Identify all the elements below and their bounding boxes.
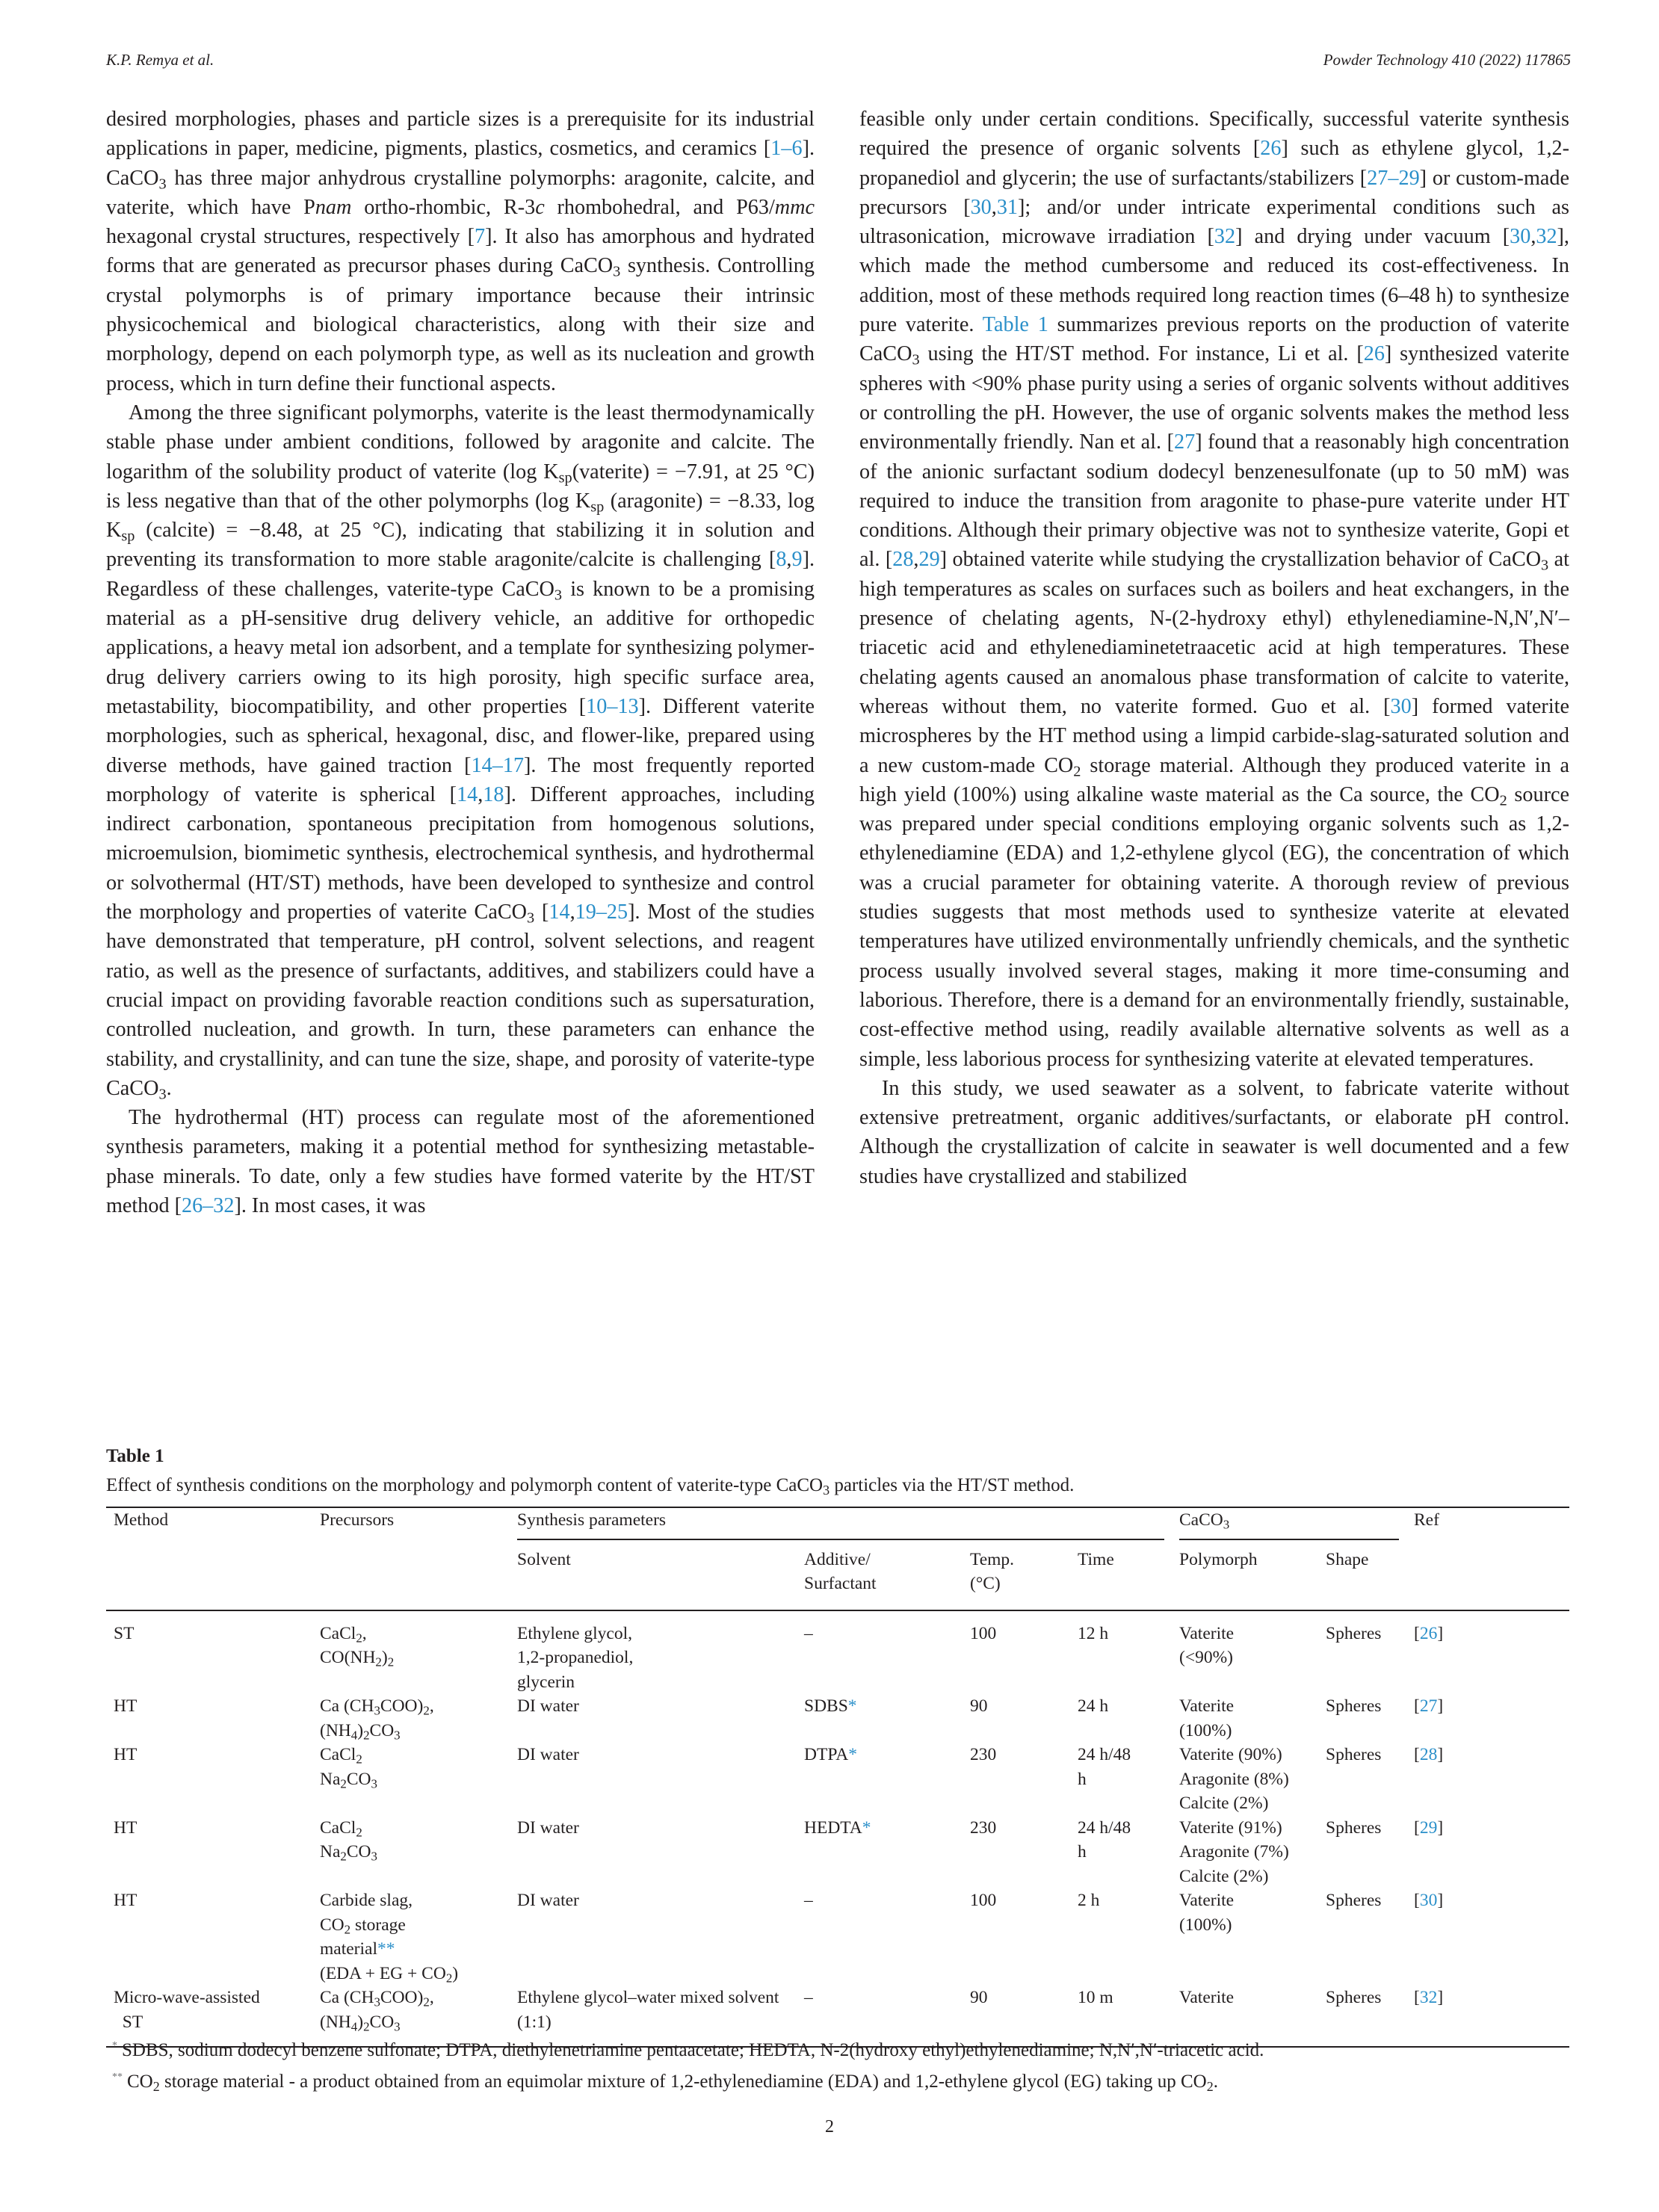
cell-method: HT	[114, 1891, 138, 1910]
italic-text: c	[535, 195, 545, 219]
subscript: 3	[554, 587, 563, 604]
cell-time: 24 h	[1078, 1696, 1109, 1716]
citation-link[interactable]: 8	[776, 548, 787, 572]
text: CaCO	[1179, 1510, 1223, 1530]
cell-shape: Spheres	[1326, 1696, 1382, 1716]
header-polymorph: Polymorph	[1179, 1549, 1258, 1569]
citation-link[interactable]: 14	[549, 900, 570, 924]
paragraph	[106, 398, 815, 1103]
cell-precursors: CaCl$_2$ $Na_2CO_3$	[320, 1817, 377, 1864]
header-additive	[797, 1540, 963, 1610]
subscript: 2	[152, 2079, 160, 2095]
citation-link[interactable]: 27	[1419, 1696, 1438, 1716]
table-row	[106, 1743, 1569, 1816]
text: particles via the HT/ST method.	[830, 1475, 1075, 1495]
footnote	[112, 2033, 1569, 2064]
text: Effect of synthesis conditions on the morphology and polymorph content of vaterite-type CaCO	[106, 1475, 824, 1495]
additive-text: SDBS	[804, 1696, 848, 1716]
header-precursors: Precursors	[320, 1510, 395, 1530]
citation-link[interactable]: 30	[970, 195, 992, 219]
cell-temp: 100	[970, 1623, 997, 1643]
text: (calcite) = −8.48, at 25 °C), indicating that stabilizing it in solution and preventing its transformation to more stable aragonite/calcite is challenging [	[106, 519, 815, 572]
additive-text: –	[804, 1623, 813, 1643]
subscript: sp	[121, 528, 135, 545]
running-head-authors: K.P. Remya et al.	[106, 51, 214, 69]
text: desired morphologies, phases and particle sizes is a prerequisite for its industrial applications in paper, medicine, pigments, plastics, cosmetics, and ceramics [	[106, 108, 815, 161]
citation-link[interactable]: 26	[1419, 1623, 1438, 1643]
citation-link[interactable]: 31	[996, 195, 1018, 219]
subscript: sp	[558, 469, 572, 486]
text: ]; and/or under intricate experimental conditions such as ultrasonication, microwave irradiation [	[859, 195, 1569, 249]
cell-solvent: Ethylene glycol, 1,2-propanediol, glycerin	[517, 1623, 634, 1692]
footnote-link[interactable]: *	[848, 1745, 857, 1764]
cell-method: HT	[114, 1817, 138, 1838]
table-label: Table 1	[106, 1446, 164, 1466]
text: ]. In most cases, it was	[234, 1193, 426, 1217]
citation-link[interactable]: 28	[1419, 1745, 1438, 1764]
citation-link[interactable]: 30	[1419, 1891, 1438, 1910]
data-table	[106, 1507, 1569, 2048]
header-empty	[1406, 1540, 1569, 1610]
header-empty	[312, 1540, 510, 1610]
text: (°C)	[970, 1574, 1001, 1593]
header-solvent: Solvent	[517, 1549, 571, 1569]
cell-temp: 100	[970, 1891, 997, 1910]
paragraph	[106, 1103, 815, 1220]
cell-precursors: Carbide slag, $CO_2$ storage material** (EDA + EG + $CO_2$)	[320, 1891, 459, 1986]
text: ] found that a reasonably high concentration of the anionic surfactant sodium dodecyl benzenesulfonate (up to 50 mM) was required to induce the transition from aragonite to phase-pure vaterite under HT conditions. Although their primary objective was not to synthesize vaterite, Gopi et al. [	[859, 430, 1569, 572]
text: synthesis. Controlling crystal polymorphs is of primary importance because their intrinsic physicochemical and biological characteristics, along with their size and morphology, depend on each polymorph type, as well as its nucleation and growth process, which in turn define their functional aspects.	[106, 254, 815, 395]
subscript: 3	[613, 264, 621, 281]
text: storage material. Although they produced vaterite in a high yield (100%) using alkaline waste material as the Ca source, the CO	[859, 753, 1569, 806]
footnote-marker: **	[112, 2072, 123, 2083]
cell-shape: Spheres	[1326, 1817, 1382, 1838]
text: has three major anhydrous crystalline polymorphs: aragonite, calcite, and vaterite, which have P	[106, 166, 815, 219]
additive-text: –	[804, 1988, 813, 2007]
citation-link[interactable]: 32	[1214, 225, 1236, 249]
table-row	[106, 1694, 1569, 1743]
text: Surfactant	[804, 1574, 877, 1593]
group-label	[1179, 1508, 1399, 1540]
text: ] synthesized vaterite spheres with <90% phase purity using a series of organic solvents without additives or controlling the pH. However, the use of organic solvents makes the method less environmentally friendly. Nan et al. [	[859, 342, 1570, 454]
footnote-link[interactable]: *	[847, 1696, 857, 1716]
additive-text: –	[804, 1891, 813, 1910]
cell-polymorph: Vaterite (100%)	[1179, 1891, 1235, 1935]
subscript: 2	[1499, 792, 1507, 809]
cell-additive	[797, 1888, 963, 1986]
text: ]. CaCO	[106, 137, 815, 190]
text: Among the three significant polymorphs, vaterite is the least thermodynamically stable phase under ambient conditions, followed by aragonite and calcite. The logarithm of the solubility product of vaterite (log K	[106, 401, 815, 484]
citation-link[interactable]: 1–6	[770, 137, 803, 161]
group-label: Synthesis parameters	[517, 1508, 1164, 1540]
citation-link[interactable]: 32	[1419, 1988, 1438, 2007]
text: Additive/	[804, 1549, 871, 1569]
citation-link[interactable]: 30	[1390, 694, 1412, 718]
cell-solvent: DI water	[517, 1696, 579, 1716]
citation-link[interactable]: 29	[918, 548, 940, 572]
citation-link[interactable]: 32	[1536, 225, 1557, 249]
table-1-link[interactable]: Table 1	[982, 313, 1048, 337]
table-row	[106, 1816, 1569, 1889]
subscript: 3	[158, 176, 167, 193]
citation-link[interactable]: 10–13	[586, 694, 639, 718]
header-temp	[963, 1540, 1070, 1610]
cell-solvent: DI water	[517, 1891, 579, 1910]
cell-shape: Spheres	[1326, 1988, 1382, 2007]
cell-time: 2 h	[1078, 1891, 1100, 1910]
cell-shape: Spheres	[1326, 1745, 1382, 1764]
cell-polymorph: Vaterite (90%) Aragonite (8%) Calcite (2%)	[1179, 1745, 1289, 1813]
cell-polymorph: Vaterite (100%)	[1179, 1696, 1235, 1740]
cell-time: 12 h	[1078, 1623, 1109, 1643]
text: ]. Different vaterite morphologies, such as spherical, hexagonal, disc, and flower-like, prepared using diverse methods, have gained traction [	[106, 694, 815, 777]
text: [	[534, 900, 549, 924]
citation-link[interactable]: 9	[791, 548, 803, 572]
subscript: sp	[590, 498, 605, 516]
text: CO	[127, 2072, 153, 2092]
subscript: 3	[1541, 557, 1549, 575]
table-footnotes	[112, 2033, 1569, 2095]
text: ,	[569, 900, 575, 924]
cell-additive	[797, 1743, 963, 1816]
text: ] or custom-made precursors [	[859, 166, 1569, 219]
cell-ref: [32]	[1414, 1988, 1444, 2007]
text: is known to be a promising material as a pH-sensitive drug delivery vehicle, an additive for orthopedic applications, a heavy metal ion adsorbent, and a template for synthesizing polymer-drug delivery carriers owing to its high porosity, high specific surface area, metastability, biocompatibility, and other properties [	[106, 577, 815, 718]
text: ] formed vaterite microspheres by the HT method using a limpid carbide-slag-saturated solution and a new custom-made CO	[859, 694, 1569, 777]
text: ]. It also has amorphous and hydrated forms that are generated as precursor phases during CaCO	[106, 225, 815, 278]
cell-temp: 230	[970, 1745, 997, 1764]
table-row	[106, 1888, 1569, 1986]
cell-shape: Spheres	[1326, 1891, 1382, 1910]
text: ] such as ethylene glycol, 1,2-propanediol and glycerin; the use of surfactants/stabilizers [	[859, 137, 1569, 190]
additive-text: DTPA	[804, 1745, 849, 1764]
cell-precursors: CaCl$_2$ $Na_2CO_3$	[320, 1745, 377, 1791]
footnote-marker: *	[112, 2040, 117, 2051]
text: (aragonite) = −8.33, log K	[106, 489, 815, 543]
cell-additive	[797, 1816, 963, 1889]
subscript: 2	[1073, 763, 1081, 780]
text: ,	[991, 195, 997, 219]
cell-additive	[797, 1610, 963, 1695]
citation-link[interactable]: 26	[1260, 137, 1282, 161]
citation-link[interactable]: 19–25	[575, 900, 628, 924]
table-1	[106, 1445, 1569, 2048]
running-head-journal: Powder Technology 410 (2022) 117865	[1323, 51, 1571, 69]
citation-link[interactable]: 7	[474, 225, 486, 249]
additive-text: HEDTA	[804, 1817, 862, 1838]
paragraph: In this study, we used seawater as a solvent, to fabricate vaterite without extensive pretreatment, organic additives/surfactants, or elaborate pH control. Although the crystallization of calcite in seawater is well documented and a few studies have crystallized and stabilized	[859, 1076, 1569, 1188]
header-method: Method	[114, 1510, 169, 1530]
cell-polymorph: Vaterite (<90%)	[1179, 1623, 1235, 1667]
citation-link[interactable]: 27–29	[1367, 166, 1420, 190]
cell-time: 24 h/48 h	[1078, 1817, 1131, 1862]
cell-solvent: DI water	[517, 1745, 579, 1764]
citation-link[interactable]: 26–32	[181, 1193, 235, 1217]
footnote-link[interactable]: *	[862, 1817, 871, 1838]
text: ]. The most frequently reported morphology of vaterite is spherical [	[106, 753, 815, 806]
cell-temp: 230	[970, 1817, 997, 1838]
text: rhombohedral, and P63/	[544, 195, 775, 219]
citation-link[interactable]: 14	[457, 782, 478, 806]
subscript: 3	[823, 1483, 830, 1498]
header-empty	[106, 1540, 312, 1610]
subscript: 3	[912, 352, 920, 369]
text: summarizes previous reports on the production of vaterite CaCO	[859, 313, 1570, 366]
text: ortho-rhombic, R-3	[351, 195, 536, 219]
cell-polymorph: Vaterite (91%) Aragonite (7%) Calcite (2%)	[1179, 1817, 1289, 1886]
page-number: 2	[825, 2117, 834, 2137]
text: SDBS, sodium dodecyl benzene sulfonate; DTPA, diethylenetriamine pentaacetate; HEDTA, N-2(hydroxy ethyl)ethylenediamine; N,N′,N′-triacetic acid.	[122, 2040, 1264, 2060]
cell-shape: Spheres	[1326, 1623, 1382, 1643]
citation-link[interactable]: 18	[483, 782, 504, 806]
citation-link[interactable]: 14–17	[471, 753, 525, 777]
header-shape: Shape	[1326, 1549, 1369, 1569]
header-time: Time	[1078, 1549, 1114, 1569]
italic-text: mmc	[774, 195, 815, 219]
paragraph	[859, 105, 1569, 1074]
cell-time: 10 m	[1078, 1988, 1113, 2007]
text: source was prepared under special conditions employing organic solvents such as 1,2-ethylenediamine (EDA) and 1,2-ethylene glycol (EG), the concentration of which was a crucial parameter for obtaining vaterite. A thorough review of previous studies suggests that most methods used to synthesize vaterite at elevated temperatures have utilized environmentally unfriendly chemicals, and the synthetic process usually involved several stages, making it more time-consuming and laborious. Therefore, there is a demand for an environmentally friendly, sustainable, cost-effective method using, readily available alternative solvents as well as a simple, less laborious process for synthesizing vaterite at elevated temperatures.	[859, 782, 1569, 1071]
citation-link[interactable]: 30	[1510, 225, 1531, 249]
cell-temp: 90	[970, 1696, 988, 1716]
cell-ref: [26]	[1414, 1623, 1444, 1643]
italic-text: nam	[315, 195, 352, 219]
table-row	[106, 1610, 1569, 1695]
cell-method: HT	[114, 1745, 138, 1764]
text: ] and drying under vacuum [	[1235, 225, 1510, 249]
left-column	[106, 105, 815, 1220]
header-ref: Ref	[1414, 1510, 1439, 1530]
text: ,	[478, 782, 484, 806]
cell-temp: 90	[970, 1988, 988, 2007]
cell-precursors: CaCl$_2$, $CO(NH_2)_2$	[320, 1623, 395, 1669]
cell-method: HT	[114, 1696, 138, 1716]
citation-link[interactable]: 28	[892, 548, 914, 572]
text: ]. Most of the studies have demonstrated that temperature, pH control, solvent selections, and reagent ratio, as well as the presence of surfactants, additives, and stabilizers could have a crucial impact on providing favorable reaction conditions such as supersaturation, controlled nucleation, and growth. In turn, these parameters can enhance the stability, and crystallinity, and can tune the size, shape, and porosity of vaterite-type CaCO	[106, 900, 815, 1100]
table-body	[106, 1610, 1569, 2048]
cell-ref: [29]	[1414, 1817, 1444, 1838]
citation-link[interactable]: 29	[1419, 1817, 1438, 1838]
cell-solvent: DI water	[517, 1817, 579, 1838]
text: storage material - a product obtained from an equimolar mixture of 1,2-ethylenediamine (EDA) and 1,2-ethylene glycol (EG) taking up CO	[159, 2072, 1207, 2092]
text: ,	[1530, 225, 1536, 249]
text: .	[1213, 2072, 1218, 2092]
cell-ref: [28]	[1414, 1745, 1444, 1764]
text: using the HT/ST method. For instance, Li et al. [	[919, 342, 1364, 366]
text: Temp.	[970, 1549, 1015, 1569]
text: feasible only under certain conditions. Specifically, successful vaterite synthesis required the presence of organic solvents [	[859, 108, 1569, 161]
text: ,	[913, 548, 919, 572]
right-column	[859, 105, 1569, 1191]
cell-ref: [30]	[1414, 1891, 1444, 1910]
text: ]. Regardless of these challenges, vaterite-type CaCO	[106, 548, 815, 601]
header-synthesis-parameters	[510, 1507, 1172, 1540]
header-caco3	[1172, 1507, 1406, 1540]
citation-link[interactable]: 27	[1174, 430, 1196, 454]
table-caption	[106, 1472, 1569, 1499]
cell-additive	[797, 1694, 963, 1743]
cell-method: ST	[114, 1623, 135, 1643]
subscript: 2	[1206, 2079, 1214, 2095]
cell-ref: [27]	[1414, 1696, 1444, 1716]
subscript: 3	[527, 909, 535, 927]
subscript: 3	[1223, 1517, 1230, 1532]
text: (vaterite) = −7.91, at 25 °C) is less negative than that of the other polymorphs (log K	[106, 460, 815, 513]
cell-precursors: Ca $(CH_3COO)_2$, $(NH_4)_2CO_3$	[320, 1988, 434, 2034]
text: .	[166, 1076, 172, 1100]
cell-solvent: Ethylene glycol–water mixed solvent (1:1)	[517, 1988, 779, 2032]
text: ,	[786, 548, 792, 572]
cell-time: 24 h/48 h	[1078, 1745, 1131, 1789]
text: ], which made the method cumbersome and reduced its cost-effectiveness. In addition, most of these methods required long reaction times (6–48 h) to synthesize pure vaterite.	[859, 225, 1569, 337]
text: The hydrothermal (HT) process can regulate most of the aforementioned synthesis parameters, making it a potential method for synthesizing metastable-phase minerals. To date, only a few studies have formed vaterite by the HT/ST method [	[106, 1106, 815, 1217]
cell-method: Micro-wave-assisted ST	[114, 1988, 260, 2032]
text: hexagonal crystal structures, respectively [	[106, 225, 475, 249]
text: at high temperatures as scales on surfaces such as boilers and heat exchangers, in the presence of chelating agents, N-(2-hydroxy ethyl) ethylenediamine-N,N′,N′–triacetic acid and ethylenediaminetetraacetic acid at high temperatures. These chelating agents caused an anomalous phase transformation of calcite to vaterite, whereas without them, no vaterite formed. Guo et al. [	[859, 548, 1569, 718]
text: ] obtained vaterite while studying the crystallization behavior of CaCO	[939, 548, 1542, 572]
paragraph	[106, 105, 815, 398]
subscript: 3	[158, 1086, 167, 1103]
cell-polymorph: Vaterite	[1179, 1988, 1235, 2007]
citation-link[interactable]: 26	[1363, 342, 1385, 366]
footnote	[112, 2064, 1569, 2095]
cell-precursors: Ca $(CH_3COO)_2$, $(NH_4)_2CO_3$	[320, 1696, 434, 1743]
text: ]. Different approaches, including indirect carbonation, spontaneous precipitation from homogenous solutions, microemulsion, biomimetic synthesis, electrochemical synthesis, and hydrothermal or solvothermal (HT/ST) methods, have been developed to synthesize and control the morphology and properties of vaterite CaCO	[106, 782, 815, 924]
